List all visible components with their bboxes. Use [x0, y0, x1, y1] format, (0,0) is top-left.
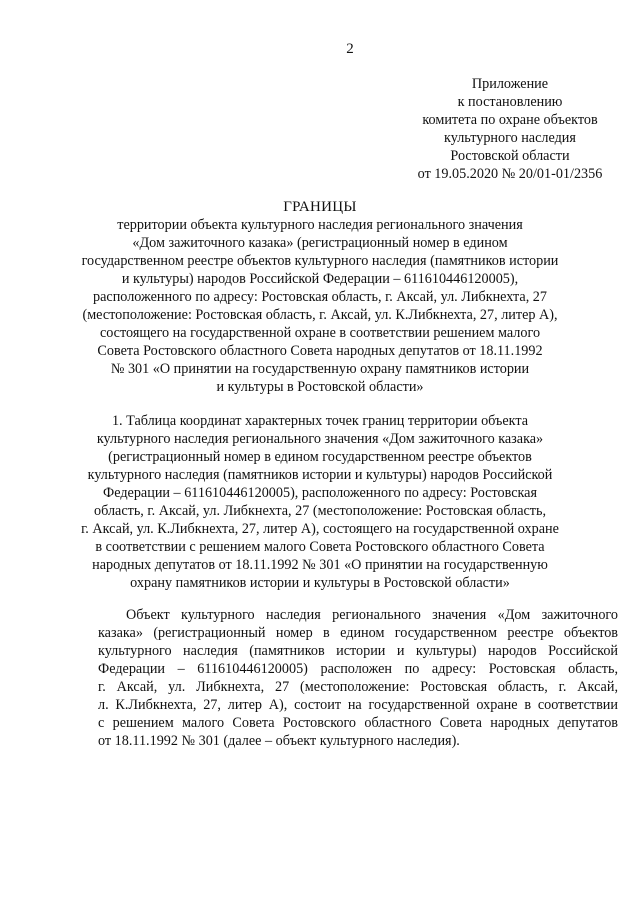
section-line: культурного наследия регионального значения «Дом зажиточного казака»	[96, 431, 544, 447]
subtitle-line: и культуры в Ростовской области»	[216, 379, 424, 395]
paragraph-line: от 18.11.1992 № 301 (далее – объект культурного наследия).	[98, 733, 460, 749]
subtitle-line: «Дом зажиточного казака» (регистрационный номер в едином	[132, 235, 508, 251]
section-line: народных депутатов от 18.11.1992 № 301 «О принятии на государственную	[92, 557, 548, 573]
subtitle-line: и культуры) народов Российской Федерации – 611610446120005),	[121, 271, 519, 287]
appendix-line: комитета по охране объектов	[422, 112, 598, 128]
subtitle-line: (местоположение: Ростовская область, г. Аксай, ул. К.Либкнехта, 27, литер А),	[82, 307, 558, 323]
subtitle-line: состоящего на государственной охране в соответствии решением малого	[99, 325, 541, 341]
subtitle-line: государственном реестре объектов культурного наследия (памятников истории	[81, 253, 559, 269]
section-line: (регистрационный номер в едином государственном реестре объектов	[108, 449, 532, 465]
section-line: охрану памятников истории и культуры в Ростовской области»	[130, 575, 510, 591]
appendix-line: Приложение	[471, 76, 549, 92]
section-line: г. Аксай, ул. К.Либкнехта, 27, литер А), состоящего на государственной охране	[81, 521, 559, 537]
paragraph-line: Объект культурного наследия регионального значения «Дом зажиточного	[126, 607, 618, 623]
section-line: Федерации – 611610446120005), расположенного по адресу: Ростовская	[103, 485, 537, 501]
appendix-date-number: от 19.05.2020 № 20/01-01/2356	[417, 166, 603, 182]
paragraph-line: казака» (регистрационный номер в едином государственном реестре объектов	[98, 625, 618, 641]
section-line: культурного наследия (памятников истории и культуры) народов Российской	[87, 467, 553, 483]
paragraph-line: с решением малого Совета Ростовского областного Совета народных депутатов	[98, 715, 618, 731]
appendix-line: Ростовской области	[450, 148, 570, 164]
paragraph-line: л. К.Либкнехта, 27, литер А), состоит на государственной охране в соответствии	[98, 697, 618, 713]
section-line: в соответствии с решением малого Совета Ростовского областного Совета	[95, 539, 545, 555]
page-number: 2	[346, 41, 354, 57]
section-line: 1. Таблица координат характерных точек границ территории объекта	[111, 413, 529, 429]
paragraph-line: г. Аксай, ул. Либкнехта, 27 (местоположение: Ростовская область, г. Аксай,	[98, 679, 618, 695]
subtitle-line: территории объекта культурного наследия регионального значения	[117, 217, 523, 233]
paragraph-line: Федерации – 611610446120005) расположен по адресу: Ростовская область,	[98, 661, 618, 677]
subtitle-line: расположенного по адресу: Ростовская область, г. Аксай, ул. Либкнехта, 27	[93, 289, 547, 305]
appendix-line: к постановлению	[457, 94, 563, 110]
paragraph-line: культурного наследия (памятников истории и культуры) народов Российской	[98, 643, 618, 659]
document-title: ГРАНИЦЫ	[283, 199, 357, 215]
appendix-line: культурного наследия	[444, 130, 576, 146]
section-line: область, г. Аксай, ул. Либкнехта, 27 (местоположение: Ростовская область,	[93, 503, 546, 519]
subtitle-line: Совета Ростовского областного Совета народных депутатов от 18.11.1992	[97, 343, 543, 359]
subtitle-line: № 301 «О принятии на государственную охрану памятников истории	[110, 361, 530, 377]
